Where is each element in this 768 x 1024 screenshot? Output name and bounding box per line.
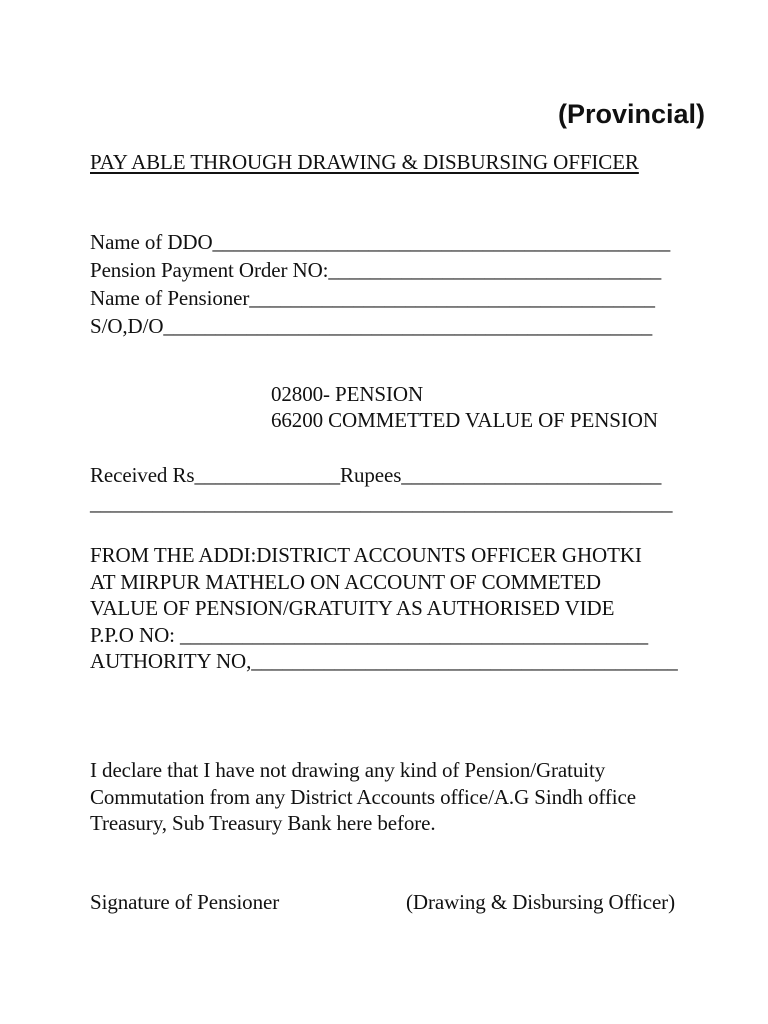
authority-number-field: AUTHORITY NO,_________________________________________ [90,649,678,673]
ddo-signature-label: (Drawing & Disbursing Officer) [406,890,675,914]
statement-line-3: VALUE OF PENSION/GRATUITY AS AUTHORISED VIDE [90,596,615,620]
ddo-name-field: Name of DDO____________________________________________ [90,230,671,254]
statement-line-1: FROM THE ADDI:DISTRICT ACCOUNTS OFFICER GHOTKI [90,543,642,567]
statement-line-2: AT MIRPUR MATHELO ON ACCOUNT OF COMMETED [90,570,601,594]
sodo-field: S/O,D/O_______________________________________________ [90,314,653,338]
ppo-number-field: P.P.O NO: _____________________________________________ [90,623,649,647]
pensioner-name-field: Name of Pensioner_______________________________________ [90,286,655,310]
pensioner-signature-label: Signature of Pensioner [90,890,280,914]
declaration-line-2: Commutation from any District Accounts office/A.G Sindh office [90,785,636,809]
page-title: (Provincial) [558,99,706,129]
declaration-line-1: I declare that I have not drawing any kind of Pension/Gratuity [90,758,606,782]
ppo-order-field: Pension Payment Order NO:________________________________ [90,258,662,282]
pension-head-code: 02800- PENSION [271,382,424,406]
received-amount-field: Received Rs______________Rupees_________________________ [90,463,662,487]
received-continuation-line: ________________________________________________________ [90,491,673,515]
payable-through-heading: PAY ABLE THROUGH DRAWING & DISBURSING OFFICER [90,150,639,174]
declaration-line-3: Treasury, Sub Treasury Bank here before. [90,811,436,835]
commuted-value-head-code: 66200 COMMETTED VALUE OF PENSION [271,408,658,432]
